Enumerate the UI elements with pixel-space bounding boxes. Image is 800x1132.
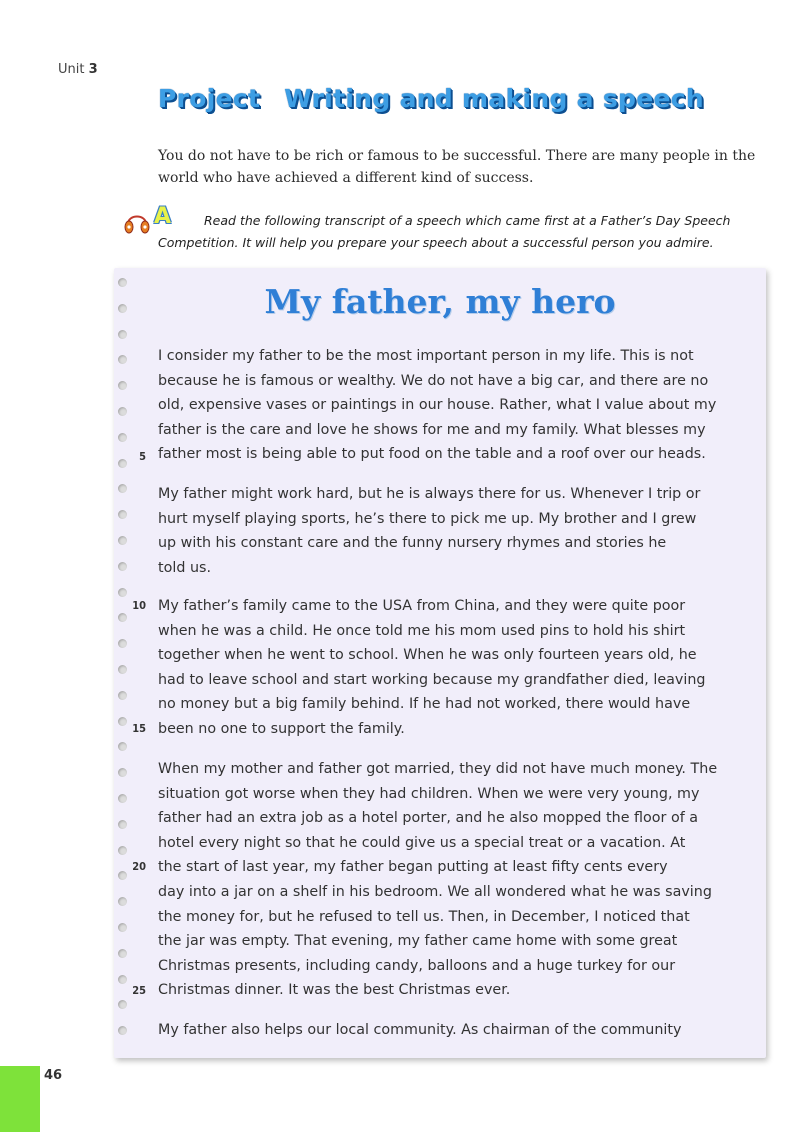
intro-text — [158, 145, 758, 189]
speech-line: old, expensive vases or paintings in our house. Rather, what I value about my — [158, 397, 717, 414]
binder-holes — [116, 270, 136, 1050]
unit-number: 3 — [88, 62, 98, 77]
line-number: 5 — [139, 450, 146, 463]
green-tab — [0, 1066, 40, 1132]
binder-hole — [118, 510, 127, 519]
speech-paragraph — [158, 757, 756, 1003]
speech-line: the money for, but he refused to tell us. Then, in December, I noticed that — [158, 908, 690, 925]
speech-line: father had an extra job as a hotel porter, and he also mopped the floor of a — [158, 810, 699, 827]
speech-line: Christmas presents, including candy, balloons and a huge turkey for our — [158, 957, 676, 974]
binder-hole — [118, 691, 127, 700]
speech-line: told us. — [158, 559, 211, 576]
section-a — [118, 206, 758, 262]
binder-hole — [118, 433, 127, 442]
speech-line: together when he went to school. When he was only fourteen years old, he — [158, 647, 697, 664]
binder-hole — [118, 665, 127, 674]
speech-line: father is the care and love he shows for me and my family. What blesses my — [158, 421, 706, 438]
speech-line: because he is famous or wealthy. We do not have a big car, and there are no — [158, 372, 709, 389]
speech-paragraph — [158, 1018, 756, 1043]
binder-hole — [118, 768, 127, 777]
speech-line: up with his constant care and the funny nursery rhymes and stories he — [158, 535, 667, 552]
binder-hole — [118, 588, 127, 597]
project-heading: Writing and making a speech — [284, 84, 704, 113]
binder-hole — [118, 923, 127, 932]
binder-hole — [118, 381, 127, 390]
binder-hole — [118, 330, 127, 339]
speech-line: situation got worse when they had children. When we were very young, my — [158, 785, 700, 802]
binder-hole — [118, 613, 127, 622]
binder-hole — [118, 1026, 127, 1035]
speech-line: I consider my father to be the most important person in my life. This is not — [158, 348, 694, 364]
binder-hole — [118, 846, 127, 855]
speech-line: when he was a child. He once told me his mom used pins to hold his shirt — [158, 622, 686, 639]
line-number: 25 — [132, 984, 146, 997]
binder-hole — [118, 949, 127, 958]
project-title — [158, 84, 704, 113]
binder-hole — [118, 407, 127, 416]
speech-line: My father’s family came to the USA from China, and they were quite poor — [158, 598, 686, 614]
speech-line: When my mother and father got married, they did not have much money. The — [158, 761, 718, 777]
speech-title: My father, my hero — [264, 282, 616, 321]
speech-line: the jar was empty. That evening, my father came home with some great — [158, 933, 678, 950]
binder-hole — [118, 484, 127, 493]
project-label: Project — [158, 84, 261, 113]
binder-hole — [118, 820, 127, 829]
binder-hole — [118, 742, 127, 751]
binder-hole — [118, 897, 127, 906]
speech-line: Christmas dinner. It was the best Christmas ever. — [158, 982, 511, 999]
line-number: 10 — [132, 599, 146, 612]
speech-paragraph — [158, 344, 756, 467]
speech-paragraph — [158, 594, 756, 742]
intro-line: You do not have to be rich or famous to be successful. There are many people in the — [158, 148, 756, 164]
section-instruction: Read the following transcript of a speech which came first at a Father’s Day Speech Competition. It will help you prepare your speech about a successful person you admire. — [158, 213, 731, 250]
page-number: 46 — [44, 1068, 63, 1083]
speech-line: been no one to support the family. — [158, 720, 405, 737]
binder-hole — [118, 639, 127, 648]
binder-hole — [118, 1000, 127, 1009]
speech-line: day into a jar on a shelf in his bedroom. We all wondered what he was saving — [158, 883, 712, 900]
intro-line: world who have achieved a different kind of success. — [158, 170, 534, 186]
speech-line: My father might work hard, but he is always there for us. Whenever I trip or — [158, 486, 701, 502]
speech-line: no money but a big family behind. If he had not worked, there would have — [158, 696, 691, 713]
binder-hole — [118, 794, 127, 803]
line-number: 15 — [132, 722, 146, 735]
binder-hole — [118, 355, 127, 364]
speech-line: hotel every night so that he could give us a special treat or a vacation. At — [158, 834, 686, 851]
unit-word: Unit — [58, 62, 85, 77]
speech-line: father most is being able to put food on the table and a roof over our heads. — [158, 446, 706, 463]
unit-label — [58, 62, 98, 77]
speech-line: the start of last year, my father began putting at least fifty cents every — [158, 859, 668, 876]
speech-line: had to leave school and start working because my grandfather died, leaving — [158, 671, 706, 688]
binder-hole — [118, 975, 127, 984]
speech-paragraph — [158, 482, 756, 580]
section-letter: A — [154, 204, 172, 229]
binder-hole — [118, 536, 127, 545]
speech-line: My father also helps our local community. As chairman of the community — [158, 1022, 682, 1038]
line-number: 20 — [132, 860, 146, 873]
headphones-icon — [122, 208, 152, 236]
binder-hole — [118, 562, 127, 571]
speech-line: hurt myself playing sports, he’s there to pick me up. My brother and I grew — [158, 510, 697, 527]
